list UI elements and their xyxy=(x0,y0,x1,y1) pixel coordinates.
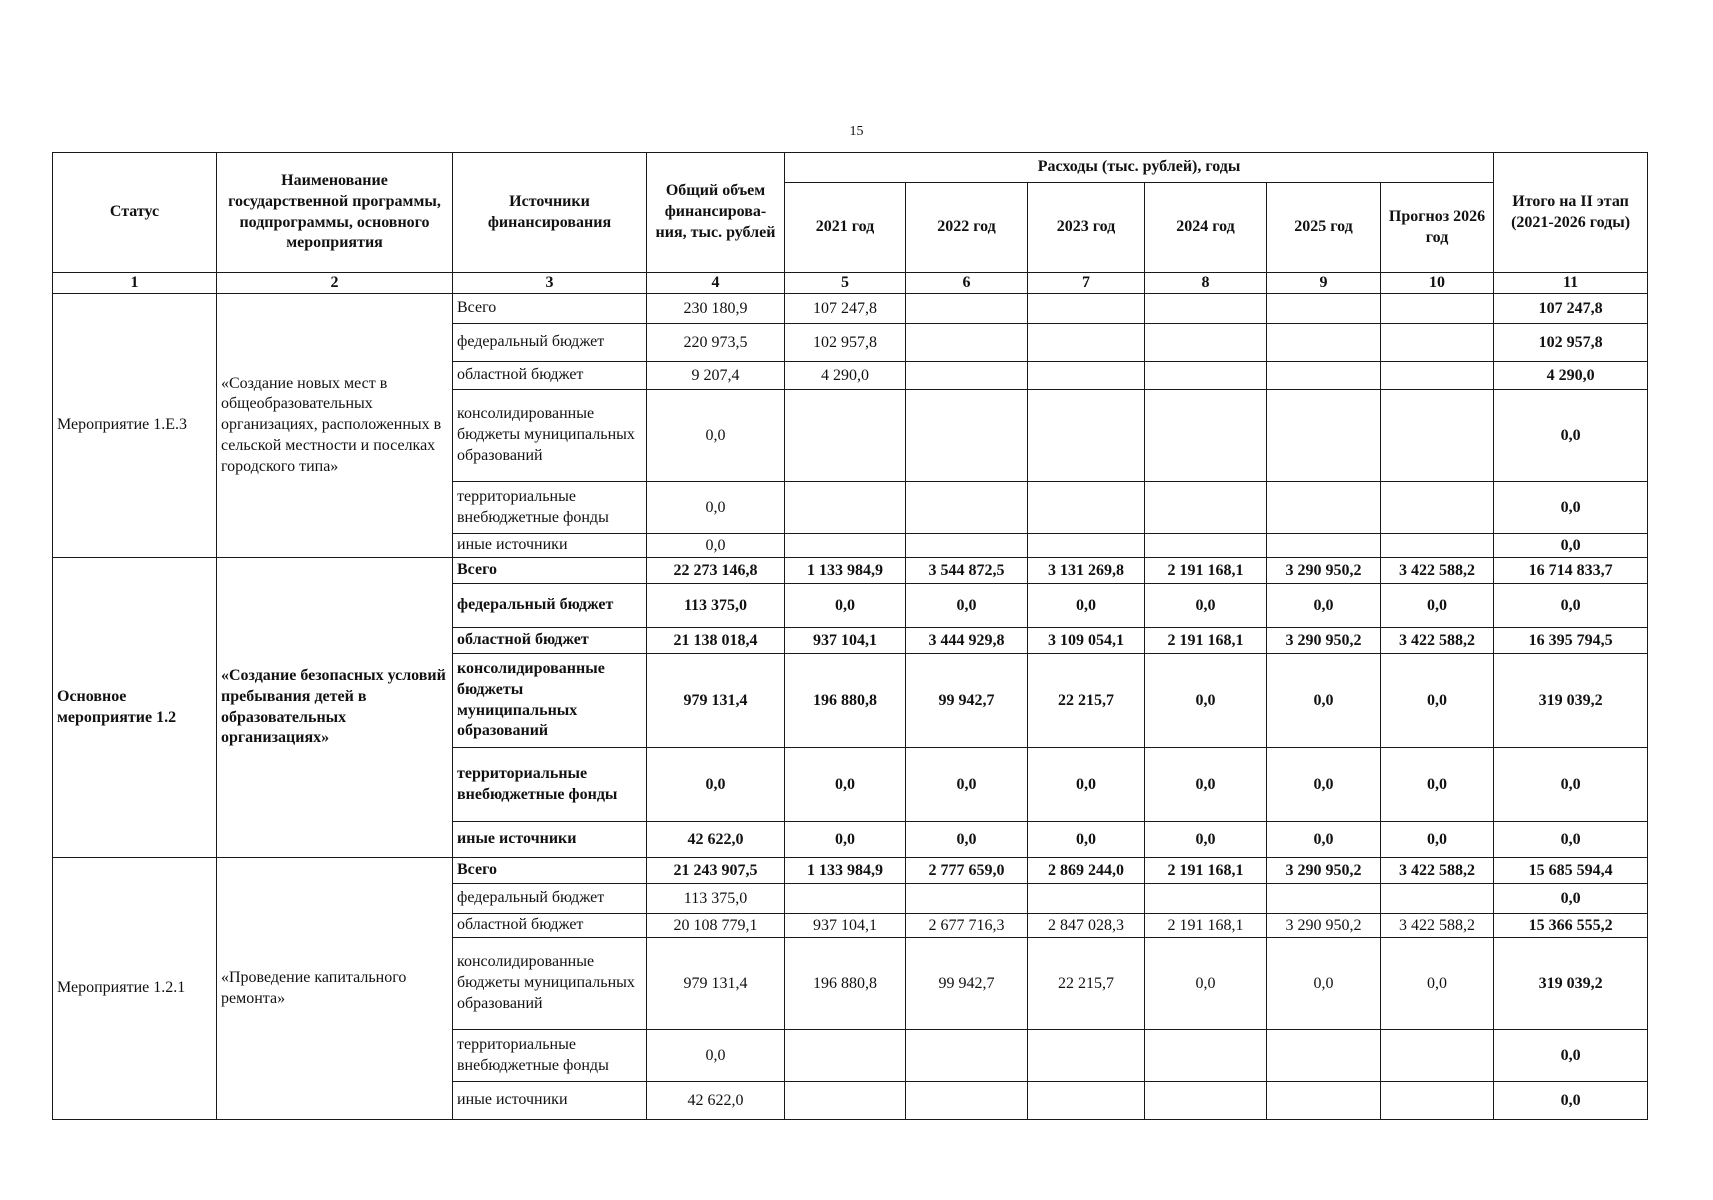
year-value-cell: 2 191 168,1 xyxy=(1145,858,1267,884)
year-value-cell xyxy=(785,390,906,482)
year-value-cell: 2 191 168,1 xyxy=(1145,914,1267,938)
year-value-cell: 0,0 xyxy=(1145,822,1267,858)
year-value-cell: 0,0 xyxy=(906,748,1028,822)
year-value-cell: 3 444 929,8 xyxy=(906,628,1028,654)
year-value-cell xyxy=(1145,294,1267,324)
year-value-cell xyxy=(1028,294,1145,324)
year-value-cell: 3 422 588,2 xyxy=(1381,914,1494,938)
column-number: 6 xyxy=(906,273,1028,294)
stage-total-cell: 0,0 xyxy=(1494,584,1648,628)
table-header xyxy=(53,153,1648,294)
year-value-cell xyxy=(785,482,906,534)
funding-source-cell: областной бюджет xyxy=(453,914,647,938)
year-value-cell xyxy=(906,482,1028,534)
year-value-cell: 0,0 xyxy=(1267,748,1381,822)
year-value-cell xyxy=(1381,884,1494,914)
header-year-2025: 2025 год xyxy=(1267,183,1381,273)
year-value-cell xyxy=(1028,482,1145,534)
funding-source-cell: Всего xyxy=(453,858,647,884)
year-value-cell xyxy=(1028,362,1145,390)
year-value-cell: 99 942,7 xyxy=(906,938,1028,1030)
stage-total-cell: 0,0 xyxy=(1494,482,1648,534)
funding-source-cell: федеральный бюджет xyxy=(453,584,647,628)
year-value-cell: 0,0 xyxy=(1381,654,1494,748)
year-value-cell: 3 290 950,2 xyxy=(1267,628,1381,654)
table-body xyxy=(53,294,1648,1120)
year-value-cell: 937 104,1 xyxy=(785,914,906,938)
funding-source-cell: Всего xyxy=(453,294,647,324)
column-number: 11 xyxy=(1494,273,1648,294)
year-value-cell xyxy=(1145,482,1267,534)
year-value-cell: 0,0 xyxy=(1145,748,1267,822)
year-value-cell: 196 880,8 xyxy=(785,938,906,1030)
funding-source-cell: федеральный бюджет xyxy=(453,884,647,914)
total-volume-cell: 0,0 xyxy=(647,748,785,822)
year-value-cell: 2 777 659,0 xyxy=(906,858,1028,884)
year-value-cell: 99 942,7 xyxy=(906,654,1028,748)
year-value-cell xyxy=(1028,1082,1145,1120)
year-value-cell xyxy=(906,362,1028,390)
year-value-cell xyxy=(1145,1030,1267,1082)
header-status: Статус xyxy=(53,153,217,273)
year-value-cell xyxy=(1267,884,1381,914)
total-volume-cell: 979 131,4 xyxy=(647,938,785,1030)
header-stage-total: Итого на II этап (2021-2026 годы) xyxy=(1494,153,1648,273)
year-value-cell xyxy=(1028,534,1145,558)
stage-total-cell: 0,0 xyxy=(1494,1082,1648,1120)
year-value-cell xyxy=(906,294,1028,324)
total-volume-cell: 0,0 xyxy=(647,390,785,482)
year-value-cell xyxy=(1381,362,1494,390)
measure-name-cell: «Создание новых мест в общеобразовательных организациях, расположенных в сельской местности и поселках городского типа» xyxy=(217,294,453,558)
funding-source-cell: консолидированные бюджеты муниципальных образований xyxy=(453,938,647,1030)
year-value-cell xyxy=(906,534,1028,558)
year-value-cell xyxy=(1381,294,1494,324)
year-value-cell xyxy=(906,1082,1028,1120)
total-volume-cell: 113 375,0 xyxy=(647,884,785,914)
year-value-cell xyxy=(1145,1082,1267,1120)
stage-total-cell: 15 366 555,2 xyxy=(1494,914,1648,938)
stage-total-cell: 319 039,2 xyxy=(1494,654,1648,748)
year-value-cell xyxy=(1267,390,1381,482)
stage-total-cell: 0,0 xyxy=(1494,1030,1648,1082)
column-number: 9 xyxy=(1267,273,1381,294)
year-value-cell xyxy=(906,324,1028,362)
year-value-cell: 0,0 xyxy=(1267,938,1381,1030)
header-year-2026: Прогноз 2026 год xyxy=(1381,183,1494,273)
funding-source-cell: иные источники xyxy=(453,534,647,558)
status-cell: Мероприятие 1.Е.3 xyxy=(53,294,217,558)
year-value-cell: 107 247,8 xyxy=(785,294,906,324)
funding-source-cell: Всего xyxy=(453,558,647,584)
year-value-cell xyxy=(1381,1082,1494,1120)
year-value-cell xyxy=(1028,1030,1145,1082)
funding-source-cell: областной бюджет xyxy=(453,628,647,654)
header-source: Источники финансирования xyxy=(453,153,647,273)
year-value-cell xyxy=(785,884,906,914)
year-value-cell: 3 290 950,2 xyxy=(1267,858,1381,884)
year-value-cell: 3 422 588,2 xyxy=(1381,558,1494,584)
year-value-cell: 0,0 xyxy=(785,822,906,858)
stage-total-cell: 16 714 833,7 xyxy=(1494,558,1648,584)
year-value-cell xyxy=(785,1030,906,1082)
year-value-cell xyxy=(1145,534,1267,558)
year-value-cell: 3 131 269,8 xyxy=(1028,558,1145,584)
year-value-cell xyxy=(1381,390,1494,482)
stage-total-cell: 0,0 xyxy=(1494,534,1648,558)
funding-source-cell: областной бюджет xyxy=(453,362,647,390)
year-value-cell xyxy=(906,390,1028,482)
total-volume-cell: 230 180,9 xyxy=(647,294,785,324)
measure-name-cell: «Создание безопасных условий пребывания детей в образовательных организациях» xyxy=(217,558,453,858)
year-value-cell: 102 957,8 xyxy=(785,324,906,362)
year-value-cell: 3 290 950,2 xyxy=(1267,914,1381,938)
year-value-cell xyxy=(1267,362,1381,390)
year-value-cell: 1 133 984,9 xyxy=(785,558,906,584)
column-number: 8 xyxy=(1145,273,1267,294)
year-value-cell xyxy=(1381,324,1494,362)
year-value-cell: 0,0 xyxy=(906,584,1028,628)
year-value-cell: 1 133 984,9 xyxy=(785,858,906,884)
stage-total-cell: 0,0 xyxy=(1494,748,1648,822)
stage-total-cell: 0,0 xyxy=(1494,390,1648,482)
total-volume-cell: 21 243 907,5 xyxy=(647,858,785,884)
year-value-cell xyxy=(1381,1030,1494,1082)
year-value-cell: 2 847 028,3 xyxy=(1028,914,1145,938)
year-value-cell xyxy=(1028,884,1145,914)
column-number: 2 xyxy=(217,273,453,294)
year-value-cell: 0,0 xyxy=(1381,822,1494,858)
stage-total-cell: 15 685 594,4 xyxy=(1494,858,1648,884)
budget-table xyxy=(52,152,1648,1120)
header-total: Общий объем финансирова-ния, тыс. рублей xyxy=(647,153,785,273)
header-year-2021: 2021 год xyxy=(785,183,906,273)
header-name: Наименование государственной программы, подпрограммы, основного мероприятия xyxy=(217,153,453,273)
funding-source-cell: территориальные внебюджетные фонды xyxy=(453,482,647,534)
table-row xyxy=(53,294,1648,324)
year-value-cell: 0,0 xyxy=(1145,938,1267,1030)
year-value-cell: 3 544 872,5 xyxy=(906,558,1028,584)
page-number: 15 xyxy=(849,124,864,139)
year-value-cell xyxy=(906,884,1028,914)
total-volume-cell: 42 622,0 xyxy=(647,1082,785,1120)
year-value-cell xyxy=(785,1082,906,1120)
funding-source-cell: консолидированные бюджеты муниципальных образований xyxy=(453,390,647,482)
year-value-cell: 3 109 054,1 xyxy=(1028,628,1145,654)
column-number: 10 xyxy=(1381,273,1494,294)
header-year-2023: 2023 год xyxy=(1028,183,1145,273)
year-value-cell: 0,0 xyxy=(785,748,906,822)
total-volume-cell: 113 375,0 xyxy=(647,584,785,628)
header-year-2024: 2024 год xyxy=(1145,183,1267,273)
year-value-cell: 0,0 xyxy=(1381,584,1494,628)
status-cell: Основное мероприятие 1.2 xyxy=(53,558,217,858)
year-value-cell: 4 290,0 xyxy=(785,362,906,390)
funding-source-cell: иные источники xyxy=(453,822,647,858)
year-value-cell xyxy=(1145,362,1267,390)
total-volume-cell: 21 138 018,4 xyxy=(647,628,785,654)
column-number: 4 xyxy=(647,273,785,294)
year-value-cell: 0,0 xyxy=(1267,822,1381,858)
status-cell: Мероприятие 1.2.1 xyxy=(53,858,217,1120)
year-value-cell: 2 677 716,3 xyxy=(906,914,1028,938)
year-value-cell xyxy=(1267,294,1381,324)
table-row xyxy=(53,858,1648,884)
total-volume-cell: 220 973,5 xyxy=(647,324,785,362)
year-value-cell: 0,0 xyxy=(785,584,906,628)
funding-source-cell: территориальные внебюджетные фонды xyxy=(453,1030,647,1082)
year-value-cell: 0,0 xyxy=(1381,938,1494,1030)
funding-source-cell: иные источники xyxy=(453,1082,647,1120)
year-value-cell: 0,0 xyxy=(906,822,1028,858)
funding-source-cell: федеральный бюджет xyxy=(453,324,647,362)
year-value-cell: 0,0 xyxy=(1145,584,1267,628)
year-value-cell: 0,0 xyxy=(1028,584,1145,628)
column-number: 7 xyxy=(1028,273,1145,294)
header-expenses: Расходы (тыс. рублей), годы xyxy=(785,153,1494,183)
stage-total-cell: 4 290,0 xyxy=(1494,362,1648,390)
total-volume-cell: 0,0 xyxy=(647,482,785,534)
column-number: 1 xyxy=(53,273,217,294)
stage-total-cell: 102 957,8 xyxy=(1494,324,1648,362)
column-number: 5 xyxy=(785,273,906,294)
year-value-cell: 0,0 xyxy=(1028,822,1145,858)
year-value-cell: 3 422 588,2 xyxy=(1381,858,1494,884)
year-value-cell: 3 290 950,2 xyxy=(1267,558,1381,584)
year-value-cell: 0,0 xyxy=(1028,748,1145,822)
year-value-cell: 196 880,8 xyxy=(785,654,906,748)
total-volume-cell: 22 273 146,8 xyxy=(647,558,785,584)
stage-total-cell: 319 039,2 xyxy=(1494,938,1648,1030)
year-value-cell xyxy=(1028,390,1145,482)
year-value-cell xyxy=(1028,324,1145,362)
header-year-2022: 2022 год xyxy=(906,183,1028,273)
year-value-cell xyxy=(1145,390,1267,482)
year-value-cell: 2 869 244,0 xyxy=(1028,858,1145,884)
year-value-cell xyxy=(1267,1082,1381,1120)
total-volume-cell: 9 207,4 xyxy=(647,362,785,390)
stage-total-cell: 16 395 794,5 xyxy=(1494,628,1648,654)
year-value-cell: 0,0 xyxy=(1145,654,1267,748)
stage-total-cell: 107 247,8 xyxy=(1494,294,1648,324)
year-value-cell: 2 191 168,1 xyxy=(1145,628,1267,654)
column-number: 3 xyxy=(453,273,647,294)
year-value-cell xyxy=(1145,884,1267,914)
year-value-cell: 937 104,1 xyxy=(785,628,906,654)
year-value-cell: 2 191 168,1 xyxy=(1145,558,1267,584)
year-value-cell xyxy=(906,1030,1028,1082)
year-value-cell: 0,0 xyxy=(1381,748,1494,822)
year-value-cell xyxy=(785,534,906,558)
year-value-cell xyxy=(1381,534,1494,558)
year-value-cell xyxy=(1267,534,1381,558)
measure-name-cell: «Проведение капитального ремонта» xyxy=(217,858,453,1120)
total-volume-cell: 42 622,0 xyxy=(647,822,785,858)
year-value-cell xyxy=(1267,1030,1381,1082)
stage-total-cell: 0,0 xyxy=(1494,884,1648,914)
year-value-cell xyxy=(1267,482,1381,534)
total-volume-cell: 0,0 xyxy=(647,1030,785,1082)
total-volume-cell: 20 108 779,1 xyxy=(647,914,785,938)
total-volume-cell: 979 131,4 xyxy=(647,654,785,748)
table-row xyxy=(53,558,1648,584)
year-value-cell: 0,0 xyxy=(1267,584,1381,628)
funding-source-cell: консолидированные бюджеты муниципальных образований xyxy=(453,654,647,748)
year-value-cell: 0,0 xyxy=(1267,654,1381,748)
total-volume-cell: 0,0 xyxy=(647,534,785,558)
year-value-cell xyxy=(1267,324,1381,362)
stage-total-cell: 0,0 xyxy=(1494,822,1648,858)
year-value-cell: 22 215,7 xyxy=(1028,654,1145,748)
year-value-cell: 3 422 588,2 xyxy=(1381,628,1494,654)
year-value-cell xyxy=(1145,324,1267,362)
year-value-cell: 22 215,7 xyxy=(1028,938,1145,1030)
funding-source-cell: территориальные внебюджетные фонды xyxy=(453,748,647,822)
year-value-cell xyxy=(1381,482,1494,534)
column-number-row xyxy=(53,273,1648,294)
